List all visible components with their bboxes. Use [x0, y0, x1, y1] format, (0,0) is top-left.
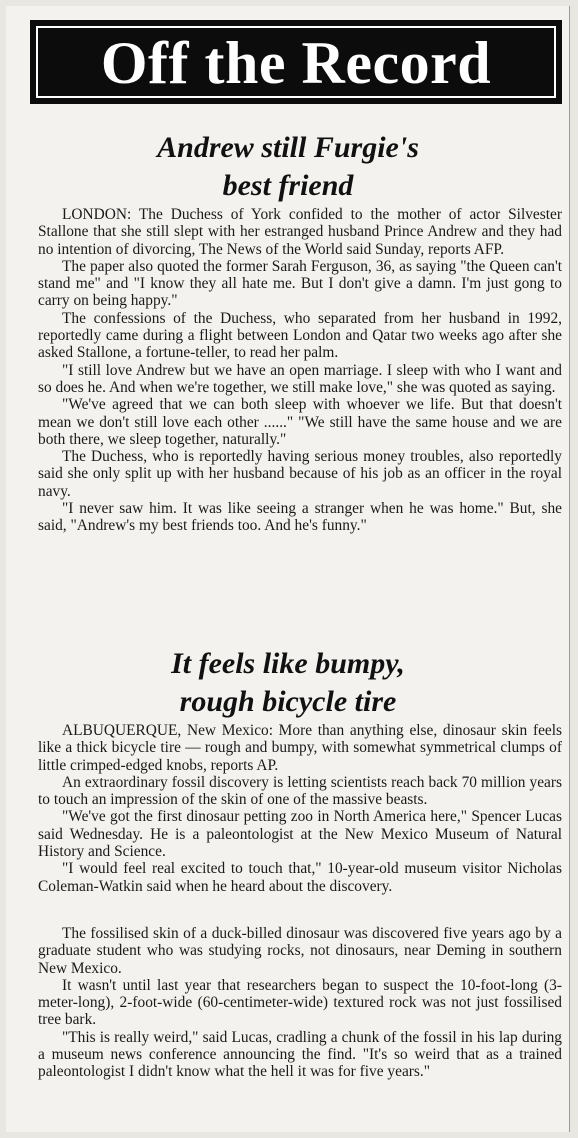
- headline-line-1: Andrew still Furgie's: [157, 131, 419, 164]
- article-paragraph: It wasn't until last year that researchers began to suspect the 10-foot-long (3-meter-long), 2-foot-wide (60-centimeter-wide) textured rock was not just fossilised tree bark.: [38, 976, 562, 1029]
- article-paragraph: "I still love Andrew but we have an open marriage. I sleep with who I want and so does he. And when we're together, we still make love," she was quoted as saying.: [38, 361, 562, 396]
- section-banner: Off the Record: [30, 20, 562, 104]
- article-body: [38, 206, 562, 535]
- article-paragraph: "I never saw him. It was like seeing a stranger when he was home." But, she said, "Andrew's my best friends too. And he's funny.": [38, 500, 562, 535]
- article-paragraph: "This is really weird," said Lucas, cradling a chunk of the fossil in his lap during a museum news conference announcing the find. "It's so weird that as a trained paleontologist I didn't know what the hell it was for five years.": [38, 1028, 562, 1081]
- headline-line-2: rough bicycle tire: [179, 685, 397, 718]
- article-paragraph: The Duchess, who is reportedly having serious money troubles, also reportedly said she only split up with her husband because of his job as an officer in the royal navy.: [38, 448, 562, 500]
- article-paragraph: The confessions of the Duchess, who separated from her husband in 1992, reportedly came during a flight between London and Qatar two weeks ago after she asked Stallone, a fortune-teller, to read her palm.: [38, 309, 562, 362]
- article-paragraph: The fossilised skin of a duck-billed dinosaur was discovered five years ago by a graduate student who was studying rocks, not dinosaurs, near Deming in southern New Mexico.: [38, 924, 562, 977]
- headline-line-2: best friend: [222, 169, 354, 202]
- article-body: [38, 722, 562, 1081]
- paragraph-gap: [38, 895, 562, 925]
- article-paragraph: ALBUQUERQUE, New Mexico: More than anything else, dinosaur skin feels like a thick bicycle tire — rough and bumpy, with somewhat symmetrical clumps of little crimped-edged knobs, reports AP.: [38, 722, 562, 774]
- headline-line-1: It feels like bumpy,: [171, 647, 405, 680]
- newspaper-clipping: [6, 6, 570, 1132]
- article-paragraph: "We've got the first dinosaur petting zoo in North America here," Spencer Lucas said Wednesday. He is a paleontologist at the New Mexico Museum of Natural History and Science.: [38, 808, 562, 861]
- article-paragraph: LONDON: The Duchess of York confided to the mother of actor Silvester Stallone that she still slept with her estranged husband Prince Andrew and they had no intention of divorcing, The News of the World said Sunday, reports AFP.: [38, 206, 562, 258]
- article-paragraph: "We've agreed that we can both sleep with whoever we life. But that doesn't mean we don't still love each other ......" "We still have the same house and we are both there, we sleep together, naturally.": [38, 396, 562, 448]
- article-paragraph: An extraordinary fossil discovery is letting scientists reach back 70 million years to touch an impression of the skin of one of the massive beasts.: [38, 773, 562, 809]
- article-paragraph: "I would feel real excited to touch that," 10-year-old museum visitor Nicholas Coleman-Watkin said when he heard about the discovery.: [38, 860, 562, 895]
- article-paragraph: The paper also quoted the former Sarah Ferguson, 36, as saying "the Queen can't stand me" and "I know they all hate me. But I don't give a damn. I'm just gong to carry on being happy.": [38, 257, 562, 310]
